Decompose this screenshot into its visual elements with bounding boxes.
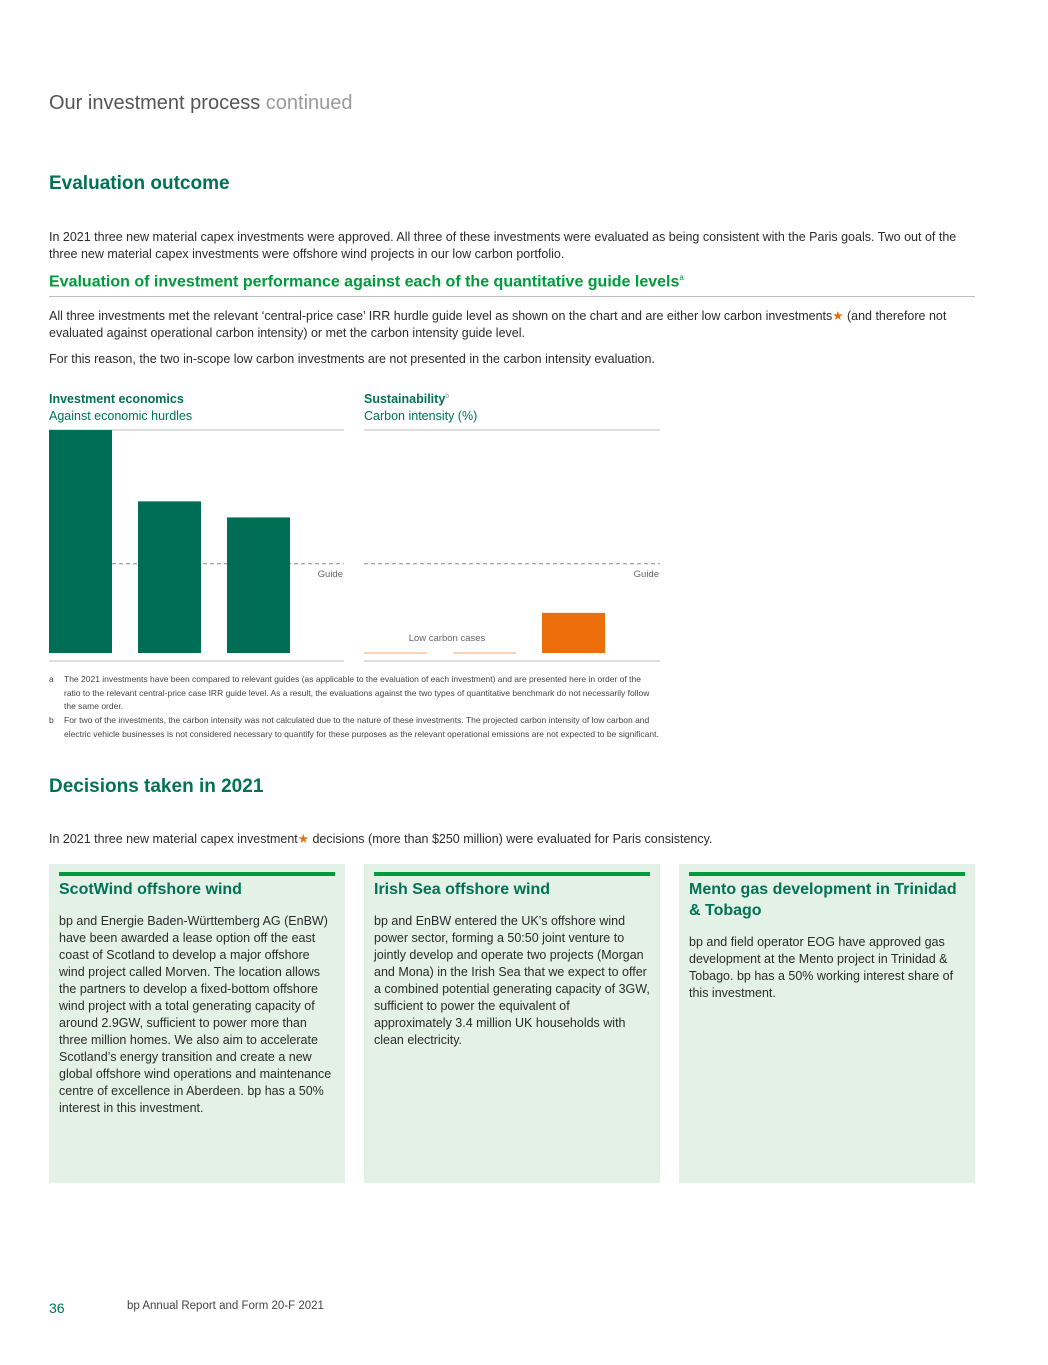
card-body: bp and Energie Baden-Württemberg AG (EnBW) have been awarded a lease option off the east coast of Scotland to develop a major offshore wind project called Morven. The location allows the partners to develop a fixed-bottom offshore wind project with a total generating capacity of around 2.9GW, sufficient to power more than three million homes. We also aim to accelerate Scotland’s energy transition and create a new global offshore wind operations and maintenance centre of excellence in Aberdeen. bp has a 50% interest in this investment. [59,914,332,1115]
evaluation-intro: In 2021 three new material capex investments were approved. All three of these investments were evaluated as being consistent with the Paris goals. Two out of the three new material capex investments were offshore wind projects in our low carbon portfolio. [49,230,957,261]
performance-text-continued: (and therefore not evaluated against operational carbon intensity) or met the carbon intensity guide level. [49,309,947,340]
performance-heading [49,273,975,297]
guide-label: Guide [633,568,659,580]
decisions-paragraph [49,831,979,848]
low-carbon-cases-label: Low carbon cases [408,633,486,644]
star-icon: ★ [297,832,309,846]
chart-sustainability [364,430,660,661]
chart-economics-subtitle: Against economic hurdles [49,409,193,423]
footnote-ref-a: a [679,273,684,282]
page-title-main: Our investment process [49,92,261,114]
page-title-continued: continued [265,92,353,114]
footnote-b [49,714,659,741]
card-rule [59,872,335,876]
guide-label: Guide [317,568,343,580]
card-body: bp and field operator EOG have approved gas development at the Mento project in Trinidad & Tobago. bp has a 50% working interest share of this investment. [689,935,954,1000]
footnote-a-key: a [49,674,54,684]
decisions-heading: Decisions taken in 2021 [49,776,264,797]
decisions-text: In 2021 three new material capex investment [49,832,298,846]
footnote-a [49,673,659,714]
evaluation-heading: Evaluation outcome [49,173,230,194]
card-title: Irish Sea offshore wind [374,881,551,898]
footer-report-title: bp Annual Report and Form 20-F 2021 [127,1300,324,1312]
card-rule [374,872,650,876]
scope-paragraph: For this reason, the two in-scope low carbon investments are not presented in the carbon intensity evaluation. [49,352,655,366]
footnote-a-text: The 2021 investments have been compared to relevant guides (as applicable to the evaluation of each investment) and are presented here in order of the ratio to the relevant central-price case IRR guide level. As a result, the evaluations against the two types of quantitative benchmark do not necessarily follow the same order. [64,674,650,712]
performance-heading-text: Evaluation of investment performance against each of the quantitative guide levels [49,273,680,291]
card-mento [679,864,975,1183]
footnote-ref-b: b [445,392,450,400]
chart-economics [49,430,344,661]
performance-paragraph [49,308,949,342]
bar-1 [49,430,112,653]
card-scotwind [49,864,345,1183]
page-number: 36 [49,1300,65,1316]
page-title [49,92,353,115]
card-rule [689,872,965,876]
card-title: Mento gas development in Trinidad & Tobago [689,881,957,919]
card-body: bp and EnBW entered the UK’s offshore wind power sector, forming a 50:50 joint venture to jointly develop and operate two projects (Morgan and Mona) in the Irish Sea that we expect to offer a combined potential generating capacity of 3GW, sufficient to power the equivalent of approximately 3.4 million UK households with clean electricity. [374,914,650,1047]
star-icon: ★ [832,309,844,323]
chart-sustainability-title [364,392,449,406]
bar-3 [542,613,605,653]
performance-text: All three investments met the relevant ‘central-price case’ IRR hurdle guide level as shown on the chart and are either low carbon investments [49,309,833,323]
card-title: ScotWind offshore wind [59,881,242,898]
decisions-text-continued: decisions (more than $250 million) were evaluated for Paris consistency. [308,832,713,846]
card-irish-sea [364,864,660,1183]
footnote-b-key: b [49,715,54,725]
chart-sustainability-subtitle: Carbon intensity (%) [364,409,478,423]
bar-2 [138,501,201,653]
footnote-b-text: For two of the investments, the carbon intensity was not calculated due to the nature of these investments. The projected carbon intensity of low carbon and electric vehicle businesses is not considered necessary to quantify for these purposes as the relevant operational emissions are not expected to be significant. [64,715,659,739]
bar-3 [227,517,290,653]
chart-sustainability-title-text: Sustainability [364,392,446,406]
chart-economics-title: Investment economics [49,392,184,406]
